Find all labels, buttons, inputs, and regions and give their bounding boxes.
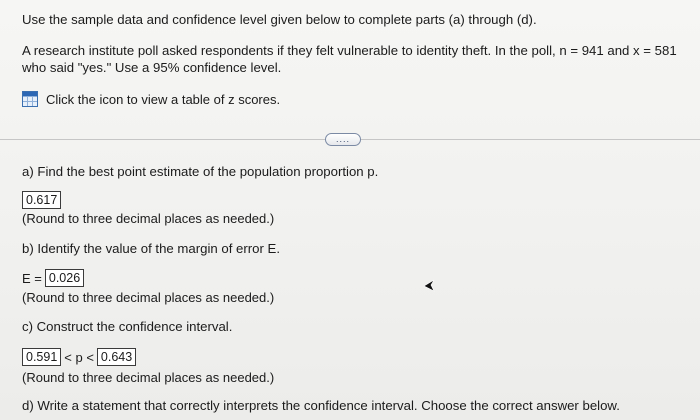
confidence-interval-row — [22, 348, 136, 366]
part-a-answer-input[interactable]: 0.617 — [22, 191, 61, 209]
ztable-link[interactable] — [22, 90, 280, 108]
part-a-question: a) Find the best point estimate of the population proportion p. — [22, 164, 379, 179]
ellipsis-icon[interactable]: .... — [325, 133, 361, 146]
part-c-hint: (Round to three decimal places as needed.) — [22, 370, 275, 385]
ci-middle-label: < p < — [64, 349, 94, 365]
ci-upper-input[interactable]: 0.643 — [97, 348, 136, 366]
margin-of-error-row — [22, 269, 84, 287]
part-b-question: b) Identify the value of the margin of error E. — [22, 241, 281, 256]
ztable-label[interactable]: Click the icon to view a table of z scores. — [46, 91, 281, 107]
part-c-question: c) Construct the confidence interval. — [22, 319, 233, 334]
margin-of-error-label: E = — [22, 270, 42, 286]
mouse-pointer-icon — [423, 279, 435, 293]
problem-statement: A research institute poll asked respondents if they felt vulnerable to identity theft. In the poll, n = 941 and x = 581 who said "yes." Use a 95% confidence level. — [22, 43, 677, 75]
table-icon[interactable] — [22, 91, 38, 107]
part-d-question: d) Write a statement that correctly interprets the confidence interval. Choose the correct answer below. — [22, 398, 620, 413]
part-b-answer-input[interactable]: 0.026 — [45, 269, 84, 287]
part-b-hint: (Round to three decimal places as needed.) — [22, 290, 275, 305]
instruction-text: Use the sample data and confidence level given below to complete parts (a) through (d). — [22, 12, 537, 27]
ci-lower-input[interactable]: 0.591 — [22, 348, 61, 366]
part-a-hint: (Round to three decimal places as needed.) — [22, 211, 275, 226]
